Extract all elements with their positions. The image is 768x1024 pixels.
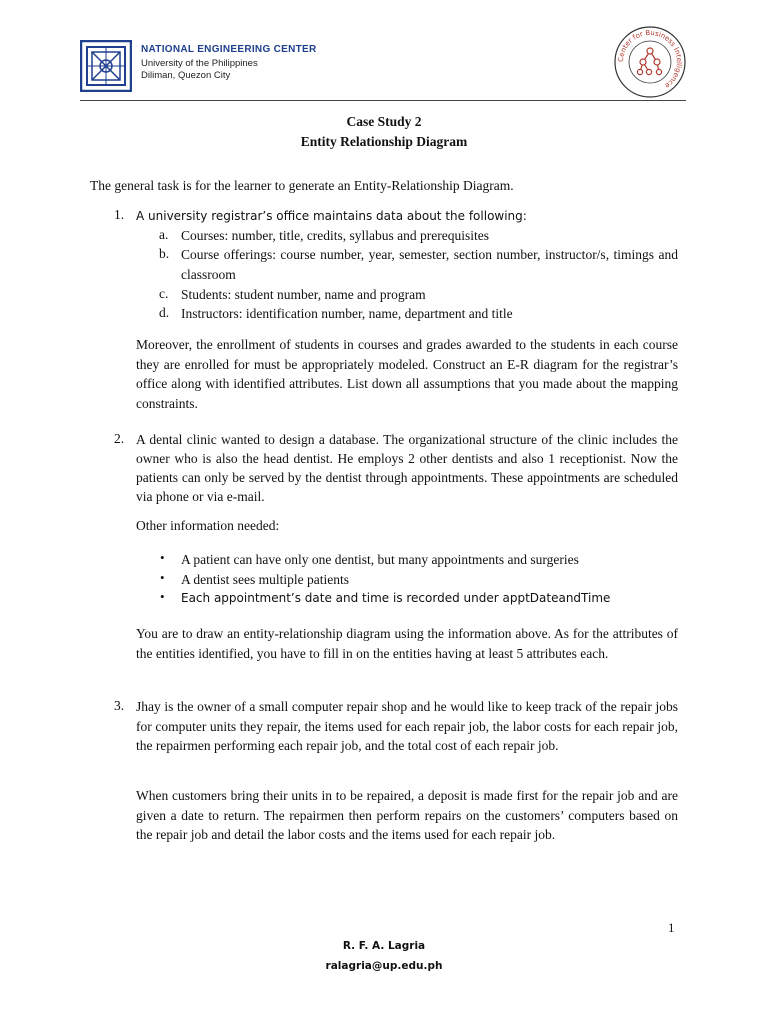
case-study-title: Case Study 2 (346, 114, 422, 129)
q1-item-label: a. (159, 227, 169, 242)
q1-item-label: c. (159, 286, 169, 301)
header-organization (141, 44, 441, 82)
q2-closing: You are to draw an entity-relationship diagram using the information above. As for the attributes of the entities identified, you have to fill in on the entities having at least 5 attributes each. (136, 626, 678, 661)
q1-item-text: Instructors: identification number, name, department and title (181, 306, 513, 321)
org-address: Diliman, Quezon City (141, 70, 231, 81)
org-name: NATIONAL ENGINEERING CENTER (141, 44, 317, 55)
q3-number: 3. (114, 698, 125, 713)
q1-number: 1. (114, 207, 125, 222)
business-intelligence-seal-icon (613, 25, 687, 99)
bullet-icon: • (160, 550, 165, 565)
header-divider (80, 100, 686, 101)
q1-paragraph: Moreover, the enrollment of students in courses and grades awarded to the students in each course they are enrolled for must be appropriately modeled. Construct an E-R diagram for the registrar’s office along with identified attributes. List down all assumptions that you made about the mapping constraints. (136, 337, 678, 411)
bullet-icon: • (160, 570, 165, 585)
page-number: 1 (668, 920, 675, 935)
q2-other-info: Other information needed: (136, 518, 280, 533)
q2-bullet-text: Each appointment’s date and time is recorded under apptDateandTime (181, 591, 611, 605)
footer-email: ralagria@up.edu.ph (325, 960, 443, 972)
q1-item-text: Students: student number, name and program (181, 287, 426, 302)
intro-text: The general task is for the learner to generate an Entity-Relationship Diagram. (90, 178, 514, 193)
nec-logo-icon (80, 40, 132, 92)
q1-lead: A university registrar’s office maintains data about the following: (136, 209, 527, 223)
q2-paragraph: A dental clinic wanted to design a database. The organizational structure of the clinic includes the owner who is also the head dentist. He employs 2 other dentists and also 1 receptionist. Now the patients can only be served by the dentist through appointments. These appointments are scheduled via phone or via e-mail. (136, 432, 678, 504)
seal-text: Center for Business Intelligence (616, 28, 684, 90)
bullet-icon: • (160, 589, 165, 604)
q3-paragraph-1: Jhay is the owner of a small computer repair shop and he would like to keep track of the repair jobs for computer units they repair, the items used for each repair job, the labor costs for each repair job, the repairmen performing each repair job, and the total cost of each repair job. (136, 699, 678, 753)
q1-item-text: Courses: number, title, credits, syllabus and prerequisites (181, 228, 490, 243)
diagram-title: Entity Relationship Diagram (300, 134, 468, 149)
q1-item-label: b. (159, 246, 170, 261)
q2-number: 2. (114, 431, 125, 446)
q2-bullet-text: A dentist sees multiple patients (181, 572, 349, 587)
footer-author: R. F. A. Lagria (342, 940, 426, 952)
q1-item-text: Course offerings: course number, year, semester, section number, instructor/s, timings and classroom (181, 247, 678, 282)
q1-item-label: d. (159, 305, 170, 320)
q3-paragraph-2: When customers bring their units in to be repaired, a deposit is made first for the repair job and are given a date to return. The repairmen then perform repairs on the customers’ computers based on the repair job and detail the labor costs and the items used for each repair job. (136, 788, 678, 842)
q2-bullet-text: A patient can have only one dentist, but many appointments and surgeries (181, 552, 579, 567)
org-university: University of the Philippines (141, 58, 258, 69)
